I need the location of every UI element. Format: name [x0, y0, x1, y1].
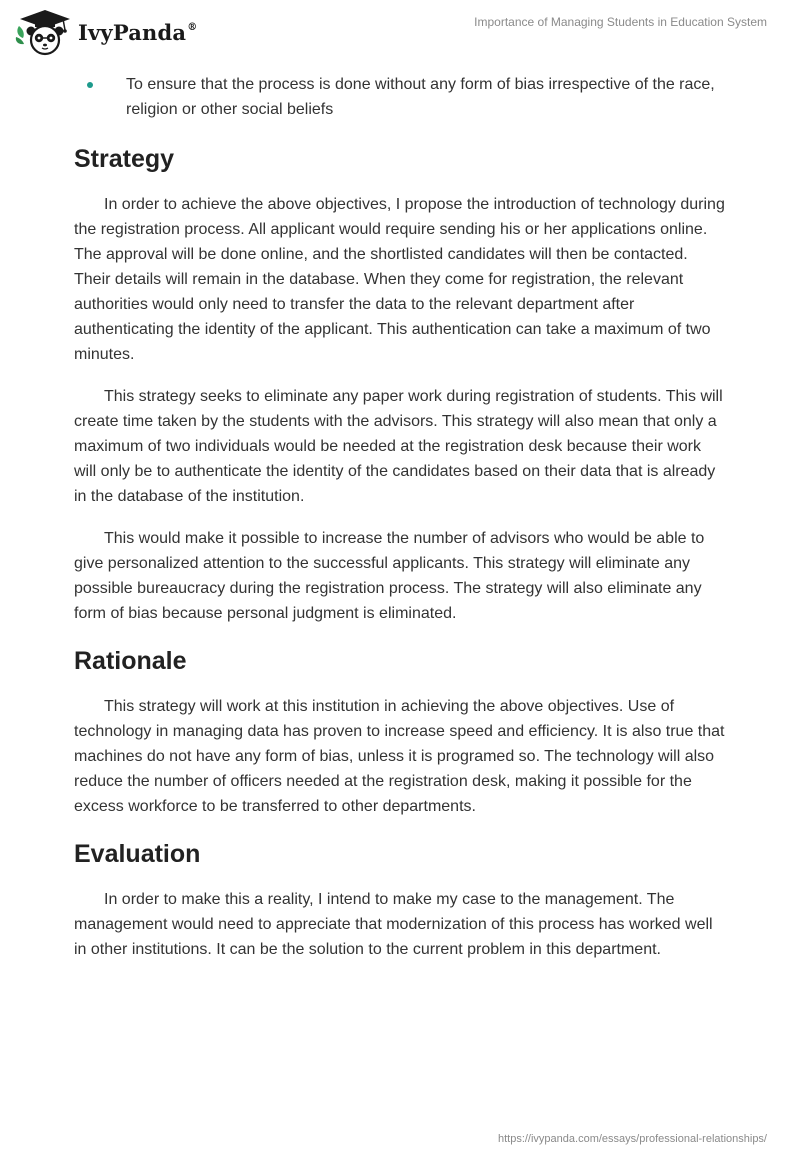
section-heading-evaluation: Evaluation	[74, 840, 201, 868]
ivypanda-logo[interactable]	[14, 8, 198, 56]
strategy-paragraph-2: This strategy seeks to eliminate any paper work during registration of students. This will create time taken by the students with the advisors. This strategy will also mean that only a maximum of two individuals would be needed at the registration desk because their work will only be to authenticate the identity of the candidates based on their data that is already in the database of the institution.	[74, 388, 723, 505]
brand-name	[78, 20, 197, 45]
rationale-paragraph-1: This strategy will work at this institution in achieving the above objectives. Use of technology in managing data has proven to increase speed and efficiency. It is also true that machines do not have any form of bias, unless it is programed so. The technology will also reduce the number of officers needed at the registration desk, making it possible for the excess workforce to be transferred to other departments.	[74, 698, 725, 815]
document-title: Importance of Managing Students in Education System	[474, 15, 767, 29]
brand-name-text: IvyPanda	[78, 20, 187, 45]
section-heading-rationale: Rationale	[74, 647, 187, 675]
source-url[interactable]: https://ivypanda.com/essays/professional-relationships/	[497, 1133, 767, 1145]
page-header	[0, 0, 800, 60]
strategy-paragraph-3: This would make it possible to increase the number of advisors who would be able to give personalized attention to the successful applicants. This strategy will eliminate any possible bureaucracy during the registration process. The strategy will also eliminate any form of bias because personal judgment is eliminated.	[74, 530, 705, 622]
section-heading-strategy: Strategy	[74, 145, 175, 173]
strategy-paragraph-1: In order to achieve the above objectives, I propose the introduction of technology during the registration process. All applicant would require sending his or her applications online. The approval will be done online, and the shortlisted candidates will then be contacted. Their details will remain in the database. When they come for registration, the relevant authorities would only need to transfer the data to the relevant department after authenticating the identity of the applicant. This authentication can take a maximum of two minutes.	[74, 196, 725, 363]
panda-graduate-icon	[14, 8, 78, 56]
objective-bullet	[74, 72, 726, 122]
registered-mark: ®	[187, 22, 198, 33]
bullet-text: To ensure that the process is done without any form of bias irrespective of the race, religion or other social beliefs	[126, 76, 715, 118]
essay-content	[74, 70, 726, 962]
bullet-dot-icon	[87, 82, 93, 88]
evaluation-paragraph-1: In order to make this a reality, I intend to make my case to the management. The management would need to appreciate that modernization of this process has worked well in other institutions. It can be the solution to the current problem in this department.	[74, 891, 713, 958]
